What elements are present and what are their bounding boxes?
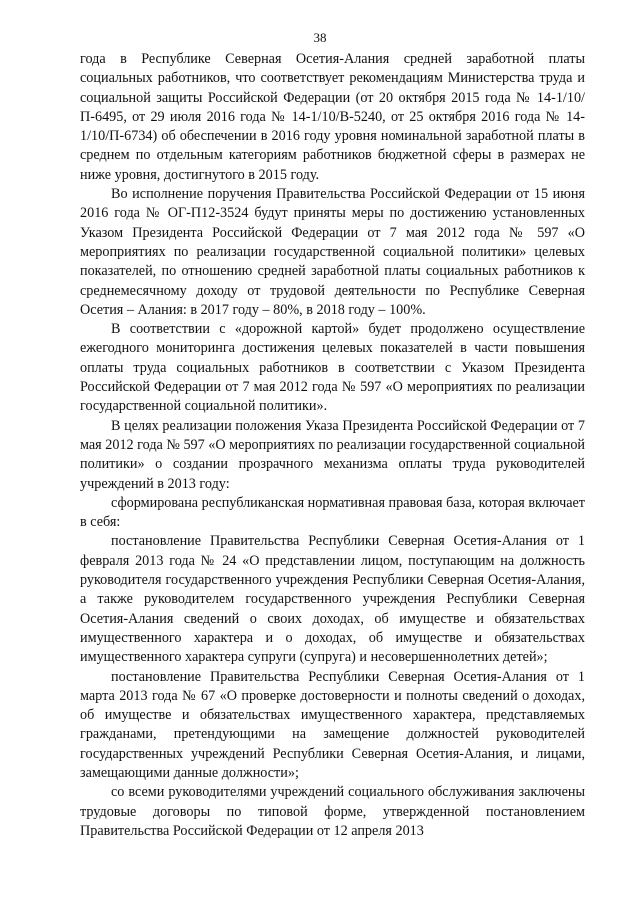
paragraph: со всеми руководителями учреждений социального обслуживания заключены трудовые договоры по типовой форме, утвержденной постановлением Правительства Российской Федерации от 12 апреля 2013 — [80, 784, 585, 839]
paragraph: сформирована республиканская нормативная правовая база, которая включает в себя: — [80, 494, 585, 531]
paragraph: года в Республике Северная Осетия-Алания средней заработной платы социальных работников, что соответствует рекомендациям Министерства труда и социальной защиты Российской Федерации (от 20 октября 2015 года № 14-1/10/П-6495, от 29 июля 2016 года № 14-1/10/В-5240, от 25 октября 2016 года № 14-1/10/П-6734) об обеспечении в 2016 году уровня номинальной заработной платы в среднем по отдельным категориям работников бюджетной сферы в размерах не ниже уровня, достигнутого в 2015 году. — [80, 51, 585, 183]
paragraph: Во исполнение поручения Правительства Российской Федерации от 15 июня 2016 года № ОГ-П12-3524 будут приняты меры по достижению установленных Указом Президента Российской Федерации от 7 мая 2012 года № 597 «О мероприятиях по реализации государственной социальной политики» целевых показателей, по отношению средней заработной платы социальных работников к среднемесячному доходу от трудовой деятельности по Республике Северная Осетия – Алания: в 2017 году – 80%, в 2018 году – 100%. — [80, 186, 585, 318]
page-body — [80, 50, 585, 841]
paragraph: В соответствии с «дорожной картой» будет продолжено осуществление ежегодного мониторинга достижения целевых показателей в части повышения оплаты труда социальных работников в соответствии с Указом Президента Российской Федерации от 7 мая 2012 года № 597 «О мероприятиях по реализации государственной социальной политики». — [80, 321, 585, 415]
paragraph: В целях реализации положения Указа Президента Российской Федерации от 7 мая 2012 года № 597 «О мероприятиях по реализации государственной социальной политики» о создании прозрачного механизма оплаты труда руководителей учреждений в 2013 году: — [80, 417, 586, 492]
page-number: 38 — [313, 30, 327, 45]
paragraph: постановление Правительства Республики Северная Осетия-Алания от 1 февраля 2013 года № 24 «О представлении лицом, поступающим на должность руководителя государственного учреждения Республики Северная Осетия-Алания, а также руководителем государственного учреждения Республики Северная Осетия-Алания сведений о своих доходах, об имуществе и обязательствах имущественного характера и о доходах, об имуществе и обязательствах имущественного характера супруги (супруга) и несовершеннолетних детей»; — [80, 533, 585, 666]
paragraph: постановление Правительства Республики Северная Осетия-Алания от 1 марта 2013 года № 67 «О проверке достоверности и полноты сведений о доходах, об имуществе и обязательствах имущественного характера, представляемых гражданами, претендующими на замещение должностей руководителей государственных учреждений Республики Северная Осетия-Алания, и лицами, замещающими данные должности»; — [80, 668, 585, 781]
